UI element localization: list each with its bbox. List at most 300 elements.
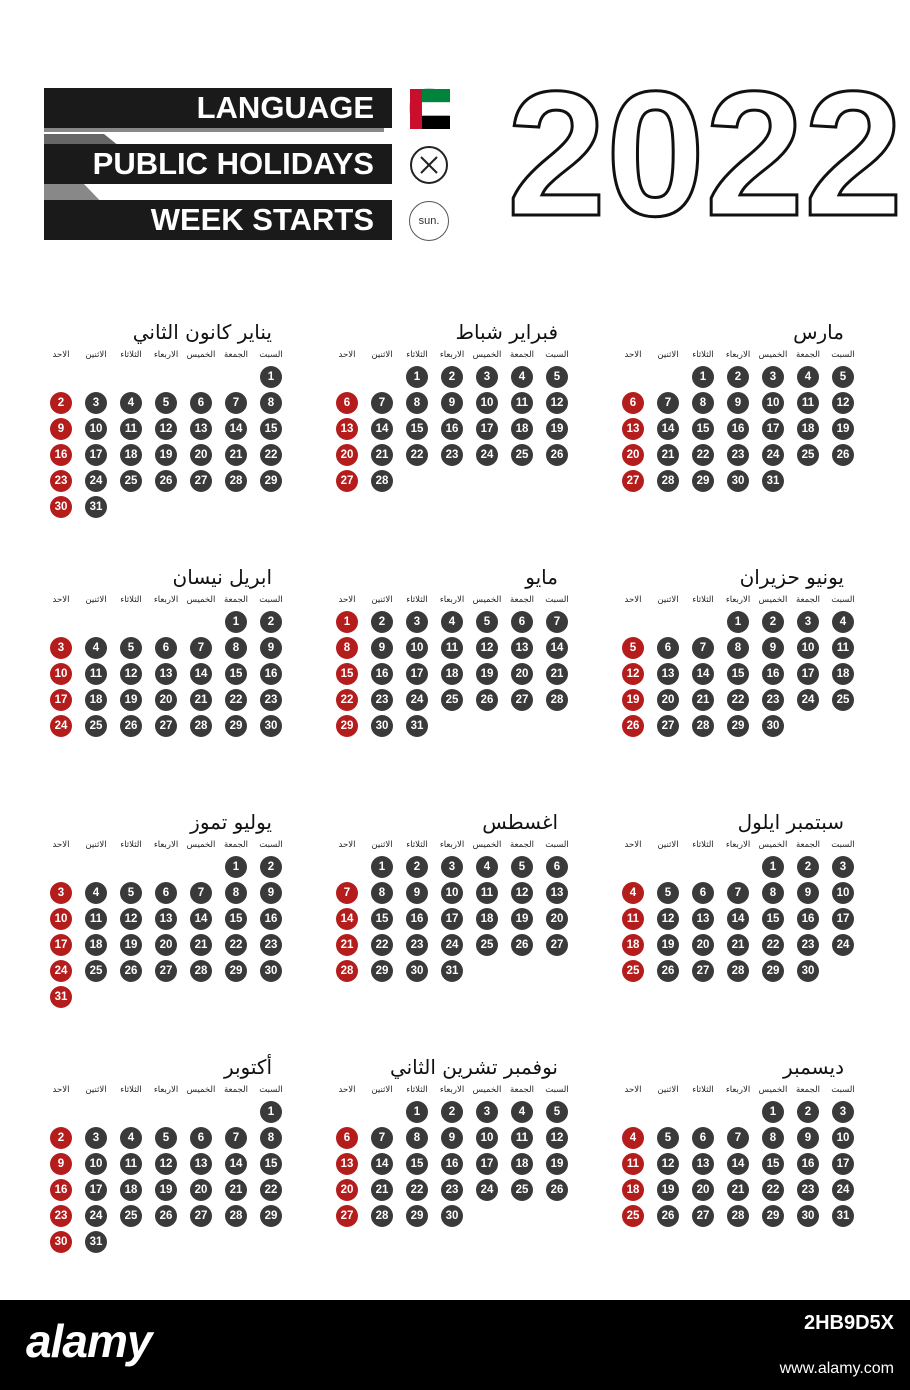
day-cell: 24	[406, 689, 428, 711]
day-cell: 2	[260, 856, 282, 878]
day-cell: 18	[120, 444, 142, 466]
weekday-label: الجمعة	[223, 595, 248, 605]
days-grid	[50, 856, 290, 1026]
weekday-label: الاربعاء	[153, 350, 179, 360]
day-cell: 7	[190, 882, 212, 904]
day-cell: 16	[797, 1153, 819, 1175]
day-cell: 18	[85, 689, 107, 711]
year-text: 2022	[507, 54, 903, 253]
cross-circle-icon	[409, 145, 449, 185]
day-cell: 18	[511, 418, 533, 440]
day-cell: 23	[797, 934, 819, 956]
weekday-label: الاربعاء	[725, 595, 751, 605]
weekday-label: الاربعاء	[153, 595, 179, 605]
weekday-label: الثلاثاء	[406, 595, 428, 605]
weekday-label: الاحد	[338, 840, 356, 850]
day-cell: 19	[120, 689, 142, 711]
day-cell: 17	[441, 908, 463, 930]
weekday-label: الخميس	[758, 350, 788, 360]
day-cell: 14	[727, 1153, 749, 1175]
weekday-label: الاربعاء	[725, 840, 751, 850]
day-cell: 21	[225, 1179, 247, 1201]
weekday-label: الثلاثاء	[120, 1085, 142, 1095]
weekday-label: الجمعة	[795, 350, 820, 360]
day-cell: 13	[155, 908, 177, 930]
day-cell: 1	[225, 611, 247, 633]
day-cell: 30	[260, 715, 282, 737]
day-cell: 2	[371, 611, 393, 633]
month-block	[622, 320, 862, 540]
day-cell: 21	[225, 444, 247, 466]
day-cell: 24	[832, 934, 854, 956]
sunday-day-cell: 23	[50, 470, 72, 492]
day-cell: 16	[797, 908, 819, 930]
day-cell: 2	[406, 856, 428, 878]
weekday-label: السبت	[259, 1085, 283, 1095]
day-cell: 26	[546, 444, 568, 466]
day-cell: 28	[190, 960, 212, 982]
day-cell: 9	[406, 882, 428, 904]
day-cell: 17	[85, 444, 107, 466]
day-cell: 28	[692, 715, 714, 737]
day-cell: 22	[260, 1179, 282, 1201]
sunday-day-cell: 25	[622, 960, 644, 982]
day-cell: 14	[225, 1153, 247, 1175]
day-cell: 7	[225, 392, 247, 414]
month-block	[622, 1055, 862, 1275]
day-cell: 22	[762, 1179, 784, 1201]
days-grid	[336, 1101, 576, 1271]
day-cell: 13	[511, 637, 533, 659]
day-cell: 12	[546, 392, 568, 414]
day-cell: 20	[190, 1179, 212, 1201]
weekday-label: الاحد	[52, 1085, 70, 1095]
day-cell: 23	[797, 1179, 819, 1201]
day-cell: 8	[762, 1127, 784, 1149]
day-cell: 15	[692, 418, 714, 440]
day-cell: 25	[85, 715, 107, 737]
day-cell: 25	[441, 689, 463, 711]
day-cell: 19	[120, 934, 142, 956]
day-cell: 24	[85, 470, 107, 492]
footer-url: www.alamy.com	[779, 1360, 894, 1377]
week-starts-banner	[44, 200, 392, 240]
day-cell: 18	[120, 1179, 142, 1201]
day-cell: 10	[797, 637, 819, 659]
weekday-label: الاربعاء	[439, 595, 465, 605]
sunday-day-cell: 18	[622, 934, 644, 956]
day-cell: 12	[120, 663, 142, 685]
weekday-label: الجمعة	[509, 840, 534, 850]
weekday-label: السبت	[259, 350, 283, 360]
days-grid	[622, 366, 862, 536]
day-cell: 11	[476, 882, 498, 904]
month-title: يوليو تموز	[190, 810, 272, 834]
sunday-day-cell: 27	[336, 470, 358, 492]
sunday-day-cell: 2	[50, 392, 72, 414]
day-cell: 21	[546, 663, 568, 685]
sunday-day-cell: 30	[50, 496, 72, 518]
day-cell: 6	[155, 637, 177, 659]
day-cell: 26	[657, 1205, 679, 1227]
day-cell: 4	[85, 882, 107, 904]
day-cell: 4	[120, 1127, 142, 1149]
day-cell: 8	[371, 882, 393, 904]
day-cell: 22	[727, 689, 749, 711]
weekday-label: الخميس	[186, 595, 216, 605]
weekday-label: السبت	[831, 350, 855, 360]
day-cell: 19	[155, 444, 177, 466]
month-block	[50, 1055, 290, 1275]
month-block	[50, 810, 290, 1030]
day-cell: 20	[155, 934, 177, 956]
day-cell: 11	[120, 418, 142, 440]
weekday-label: الاثنين	[657, 840, 679, 850]
day-cell: 3	[476, 366, 498, 388]
day-cell: 22	[406, 1179, 428, 1201]
day-cell: 30	[762, 715, 784, 737]
day-cell: 12	[155, 418, 177, 440]
day-cell: 12	[120, 908, 142, 930]
day-cell: 25	[832, 689, 854, 711]
day-cell: 14	[190, 663, 212, 685]
day-cell: 28	[190, 715, 212, 737]
sunday-day-cell: 12	[622, 663, 644, 685]
weekday-label: الاثنين	[371, 595, 393, 605]
day-cell: 18	[797, 418, 819, 440]
weekday-label: السبت	[545, 350, 569, 360]
day-cell: 14	[371, 418, 393, 440]
day-cell: 10	[832, 882, 854, 904]
day-cell: 4	[797, 366, 819, 388]
day-cell: 14	[546, 637, 568, 659]
day-cell: 14	[371, 1153, 393, 1175]
day-cell: 28	[657, 470, 679, 492]
day-cell: 10	[406, 637, 428, 659]
day-cell: 31	[832, 1205, 854, 1227]
sunday-day-cell: 26	[622, 715, 644, 737]
weekday-label: الثلاثاء	[406, 1085, 428, 1095]
day-cell: 16	[441, 418, 463, 440]
month-title: فبراير شباط	[455, 320, 558, 344]
sunday-day-cell: 20	[622, 444, 644, 466]
day-cell: 6	[511, 611, 533, 633]
sunday-day-cell: 2	[50, 1127, 72, 1149]
day-cell: 28	[225, 470, 247, 492]
day-cell: 31	[441, 960, 463, 982]
sunday-day-cell: 10	[50, 908, 72, 930]
day-cell: 8	[727, 637, 749, 659]
weekday-label: الخميس	[186, 840, 216, 850]
weekday-header-row	[50, 350, 290, 364]
month-block	[622, 810, 862, 1030]
weekday-label: السبت	[545, 595, 569, 605]
sunday-day-cell: 7	[336, 882, 358, 904]
day-cell: 5	[546, 366, 568, 388]
sunday-day-cell: 29	[336, 715, 358, 737]
weekday-label: الاربعاء	[725, 350, 751, 360]
day-cell: 9	[797, 1127, 819, 1149]
day-cell: 3	[476, 1101, 498, 1123]
day-cell: 27	[190, 470, 212, 492]
day-cell: 30	[260, 960, 282, 982]
day-cell: 3	[832, 1101, 854, 1123]
sunday-day-cell: 23	[50, 1205, 72, 1227]
weekday-label: الاثنين	[85, 1085, 107, 1095]
weekday-label: الثلاثاء	[406, 350, 428, 360]
sunday-day-cell: 1	[336, 611, 358, 633]
day-cell: 19	[546, 1153, 568, 1175]
day-cell: 25	[797, 444, 819, 466]
day-cell: 19	[657, 1179, 679, 1201]
day-cell: 5	[476, 611, 498, 633]
day-cell: 16	[260, 663, 282, 685]
day-cell: 24	[797, 689, 819, 711]
day-cell: 30	[406, 960, 428, 982]
day-cell: 15	[406, 418, 428, 440]
day-cell: 26	[832, 444, 854, 466]
day-cell: 4	[441, 611, 463, 633]
month-title: سبتمبر ايلول	[737, 810, 844, 834]
day-cell: 29	[260, 470, 282, 492]
day-cell: 1	[406, 1101, 428, 1123]
week-start-text: sun.	[418, 215, 440, 227]
day-cell: 6	[190, 392, 212, 414]
day-cell: 20	[657, 689, 679, 711]
day-cell: 6	[546, 856, 568, 878]
day-cell: 30	[797, 960, 819, 982]
weekday-label: الاحد	[52, 595, 70, 605]
weekday-label: السبت	[831, 840, 855, 850]
day-cell: 13	[155, 663, 177, 685]
weekday-label: الاربعاء	[153, 840, 179, 850]
weekday-label: الاربعاء	[725, 1085, 751, 1095]
sunday-day-cell: 19	[622, 689, 644, 711]
day-cell: 8	[225, 637, 247, 659]
day-cell: 15	[225, 908, 247, 930]
weekday-header-row	[50, 595, 290, 609]
week-starts-label: WEEK STARTS	[150, 202, 374, 237]
day-cell: 23	[441, 1179, 463, 1201]
weekday-label: الاحد	[338, 350, 356, 360]
weekday-label: الاثنين	[371, 840, 393, 850]
month-title: ديسمبر	[783, 1055, 844, 1079]
weekday-header-row	[336, 595, 576, 609]
day-cell: 6	[190, 1127, 212, 1149]
day-cell: 19	[546, 418, 568, 440]
day-cell: 27	[190, 1205, 212, 1227]
day-cell: 26	[476, 689, 498, 711]
day-cell: 14	[225, 418, 247, 440]
day-cell: 5	[155, 1127, 177, 1149]
weekday-label: الاربعاء	[439, 1085, 465, 1095]
sunday-day-cell: 8	[336, 637, 358, 659]
day-cell: 6	[692, 1127, 714, 1149]
weekday-header-row	[622, 1085, 862, 1099]
sunday-day-cell: 15	[336, 663, 358, 685]
day-cell: 25	[85, 960, 107, 982]
day-cell: 9	[727, 392, 749, 414]
day-cell: 29	[260, 1205, 282, 1227]
weekday-label: الجمعة	[223, 840, 248, 850]
day-cell: 11	[85, 908, 107, 930]
day-cell: 2	[727, 366, 749, 388]
year-title	[507, 54, 903, 253]
day-cell: 29	[762, 1205, 784, 1227]
sunday-day-cell: 3	[50, 637, 72, 659]
language-label: LANGUAGE	[196, 90, 374, 125]
day-cell: 18	[832, 663, 854, 685]
day-cell: 28	[371, 1205, 393, 1227]
weekday-label: الخميس	[472, 840, 502, 850]
sunday-day-cell: 24	[50, 715, 72, 737]
day-cell: 10	[476, 392, 498, 414]
month-title: يونيو حزيران	[739, 565, 844, 589]
day-cell: 23	[260, 934, 282, 956]
public-holidays-banner	[44, 144, 392, 184]
weekday-label: الاحد	[52, 840, 70, 850]
sunday-day-cell: 20	[336, 444, 358, 466]
day-cell: 3	[406, 611, 428, 633]
day-cell: 11	[85, 663, 107, 685]
sunday-day-cell: 14	[336, 908, 358, 930]
day-cell: 22	[225, 934, 247, 956]
day-cell: 30	[441, 1205, 463, 1227]
day-cell: 26	[155, 1205, 177, 1227]
day-cell: 28	[225, 1205, 247, 1227]
weekday-label: الثلاثاء	[692, 595, 714, 605]
weekday-label: الثلاثاء	[692, 1085, 714, 1095]
day-cell: 11	[511, 392, 533, 414]
day-cell: 1	[406, 366, 428, 388]
weekday-label: الجمعة	[509, 1085, 534, 1095]
weekday-label: الخميس	[758, 595, 788, 605]
weekday-label: الاحد	[338, 1085, 356, 1095]
day-cell: 15	[762, 1153, 784, 1175]
day-cell: 4	[476, 856, 498, 878]
day-cell: 1	[762, 856, 784, 878]
weekday-label: الخميس	[472, 595, 502, 605]
days-grid	[622, 856, 862, 1026]
day-cell: 8	[406, 1127, 428, 1149]
day-cell: 2	[762, 611, 784, 633]
day-cell: 20	[155, 689, 177, 711]
day-cell: 8	[406, 392, 428, 414]
sunday-day-cell: 13	[336, 418, 358, 440]
weekday-label: الجمعة	[795, 1085, 820, 1095]
day-cell: 20	[190, 444, 212, 466]
day-cell: 21	[190, 689, 212, 711]
sunday-day-cell: 9	[50, 1153, 72, 1175]
weekday-header-row	[622, 595, 862, 609]
language-banner	[44, 88, 392, 128]
day-cell: 6	[692, 882, 714, 904]
sunday-day-cell: 9	[50, 418, 72, 440]
weekday-label: الاربعاء	[439, 350, 465, 360]
day-cell: 25	[476, 934, 498, 956]
day-cell: 13	[190, 1153, 212, 1175]
uae-flag-icon	[409, 88, 449, 128]
day-cell: 24	[476, 444, 498, 466]
sunday-day-cell: 20	[336, 1179, 358, 1201]
weekday-label: السبت	[259, 595, 283, 605]
day-cell: 29	[225, 960, 247, 982]
month-block	[336, 320, 576, 540]
day-cell: 23	[441, 444, 463, 466]
day-cell: 22	[225, 689, 247, 711]
day-cell: 23	[762, 689, 784, 711]
day-cell: 9	[371, 637, 393, 659]
day-cell: 9	[260, 637, 282, 659]
day-cell: 7	[371, 392, 393, 414]
weekday-label: الخميس	[186, 1085, 216, 1095]
day-cell: 4	[511, 366, 533, 388]
sunday-day-cell: 4	[622, 1127, 644, 1149]
sunday-day-cell: 6	[336, 1127, 358, 1149]
weekday-label: الجمعة	[509, 595, 534, 605]
day-cell: 2	[441, 1101, 463, 1123]
sunday-day-cell: 31	[50, 986, 72, 1008]
day-cell: 13	[546, 882, 568, 904]
weekday-label: الاحد	[624, 840, 642, 850]
days-grid	[336, 611, 576, 781]
day-cell: 31	[85, 496, 107, 518]
day-cell: 11	[441, 637, 463, 659]
sunday-day-cell: 22	[336, 689, 358, 711]
weekday-label: السبت	[831, 595, 855, 605]
day-cell: 19	[657, 934, 679, 956]
day-cell: 25	[511, 1179, 533, 1201]
day-cell: 7	[727, 882, 749, 904]
weekday-label: الخميس	[758, 840, 788, 850]
days-grid	[336, 366, 576, 536]
day-cell: 25	[120, 470, 142, 492]
day-cell: 26	[511, 934, 533, 956]
weekday-label: الاحد	[52, 350, 70, 360]
day-cell: 16	[371, 663, 393, 685]
day-cell: 22	[762, 934, 784, 956]
day-cell: 7	[371, 1127, 393, 1149]
day-cell: 12	[832, 392, 854, 414]
weekday-label: الثلاثاء	[692, 350, 714, 360]
day-cell: 24	[85, 1205, 107, 1227]
day-cell: 26	[120, 715, 142, 737]
day-cell: 30	[797, 1205, 819, 1227]
day-cell: 18	[85, 934, 107, 956]
day-cell: 29	[371, 960, 393, 982]
day-cell: 1	[225, 856, 247, 878]
sunday-day-cell: 17	[50, 689, 72, 711]
weekday-label: الاثنين	[371, 1085, 393, 1095]
sunday-day-cell: 10	[50, 663, 72, 685]
day-cell: 29	[225, 715, 247, 737]
days-grid	[336, 856, 576, 1026]
day-cell: 17	[832, 908, 854, 930]
days-grid	[622, 1101, 862, 1271]
day-cell: 13	[692, 1153, 714, 1175]
day-cell: 5	[832, 366, 854, 388]
day-cell: 16	[406, 908, 428, 930]
days-grid	[50, 366, 290, 536]
day-cell: 31	[406, 715, 428, 737]
day-cell: 1	[762, 1101, 784, 1123]
day-cell: 7	[692, 637, 714, 659]
weekday-label: الثلاثاء	[120, 350, 142, 360]
day-cell: 29	[692, 470, 714, 492]
day-cell: 8	[762, 882, 784, 904]
weekday-label: الخميس	[186, 350, 216, 360]
day-cell: 28	[727, 1205, 749, 1227]
